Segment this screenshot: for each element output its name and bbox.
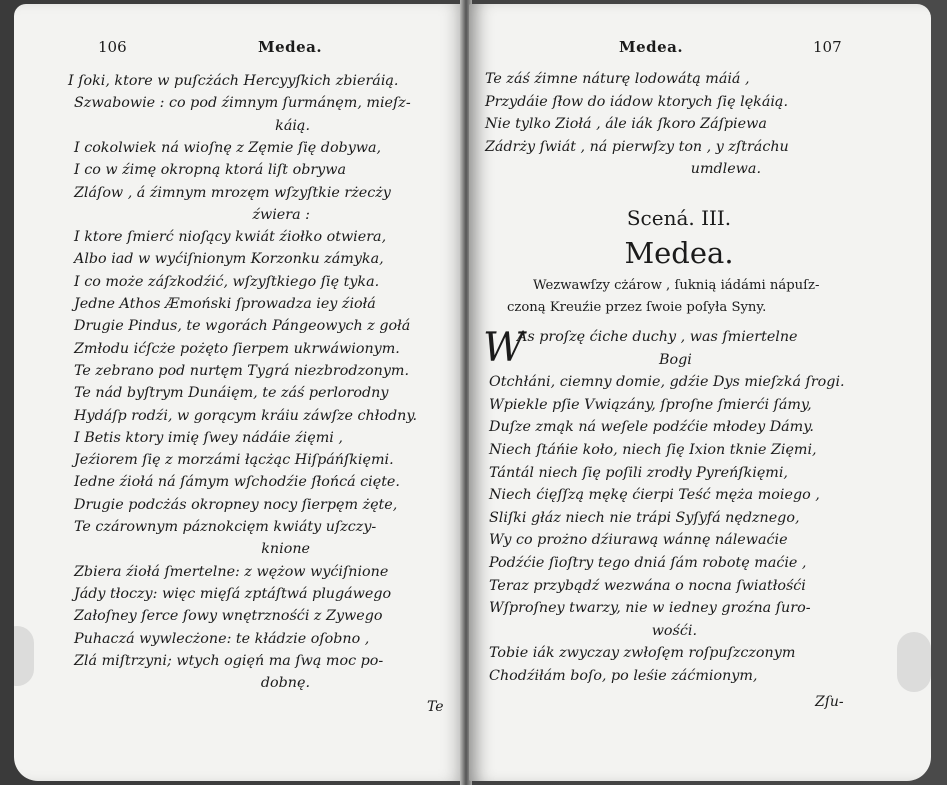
verse-line: Zlá miſtrzyni; wtych ogięń ma ſwą moc po-: [74, 652, 384, 669]
verse-line: Albo iad w wyćiſnionym Korzonku zámyka,: [74, 251, 384, 268]
verse-line: Jády tłoczy: więc mięſá zptáſtwá plugáwego: [74, 585, 392, 602]
verse-line: Szwabowie : co pod źimnym ſurmánęm, mieſz-: [74, 95, 411, 112]
verse-line: Zbiera źiołá ſmertelne: z wężow wyćiſnione: [74, 563, 389, 580]
verse-line: Wy co prożno dźiurawą wánnę nálewaćie: [489, 532, 788, 549]
left-page: [14, 4, 464, 781]
verse-line: Jedne Athos Æmoński ſprowadza iey źiołá: [74, 296, 376, 312]
catchword: Te: [427, 699, 444, 715]
right-page: [469, 4, 931, 781]
verse-line: Zádrży ſwiát , ná pierwſzy ton , y zſtráchu: [485, 138, 789, 155]
verse-line: Wſproſney twarzy, nie w iedney groźna ſuro-: [489, 600, 811, 617]
page-clip: [14, 626, 34, 686]
verse-line: Podźćie ſioſtry tego dniá ſám robotę maćie ,: [489, 555, 807, 571]
verse-line: Te zebrano pod nurtęm Tygrá niezbrodzonym.: [74, 362, 410, 379]
verse-line: Drugie podcżás okropney nocy ſierpęm żęte,: [74, 496, 398, 513]
scene-argument-line: Wezwawſzy cżárow , ſuknią iádámi nápuſz-: [533, 278, 820, 293]
verse-line: Niech ſtáńie koło, niech ſię Ixion tknie Zięmi,: [489, 442, 817, 458]
verse-line: Duſze zmąk ná weſele podźćie młodey Dámy.: [489, 419, 814, 436]
verse-line: Puhaczá wywlecżone: te kłádzie oſobno ,: [74, 630, 370, 647]
verse-line: Sliſki głáz niech nie trápi Syſyfá nędznego,: [489, 509, 800, 526]
verse-line: I ſoki, ktore w puſcżách Hercyyſkich zbieráią.: [68, 73, 399, 89]
verse-line: knione: [261, 541, 310, 558]
verse-line: Wpiekle pſie Vwiązány, ſproſne ſmierći ſámy,: [489, 396, 812, 413]
verse-line: źwiera :: [252, 206, 310, 223]
verse-line: I Betis ktory imię ſwey nádáie źięmi ,: [74, 429, 343, 446]
verse-line: Drugie Pindus, te wgorách Pángeowych z gołá: [74, 318, 411, 335]
verse-line: Załoſney ſerce ſowy wnętrznośći z Zywego: [74, 608, 383, 625]
verse-line: Te czárownym páznokcięm kwiáty uſzczy-: [74, 519, 377, 535]
verse-line: dobnę.: [260, 675, 310, 692]
verse-line: I co może záſzkodźić, wſzyſtkiego ſię tyka.: [74, 273, 380, 290]
page-clip: [897, 632, 931, 692]
verse-line: As proſzę ćiche duchy , was ſmiertelne: [517, 329, 798, 345]
verse-line: I ktore ſmierć nioſący kwiát źiołko otwiera,: [74, 229, 387, 246]
verse-line: Nie tylko Ziołá , ále iák ſkoro Záſpiewa: [485, 116, 767, 132]
verse-line: Zmłodu ićſcże pożęto ſierpem ukrwáwionym.: [74, 340, 400, 357]
verse-line: wośći.: [651, 622, 697, 639]
speaker-heading: Medea.: [624, 236, 734, 270]
running-head: Medea.: [258, 38, 323, 56]
verse-line: Niech ćięſſzą mękę ćierpi Teść męża moiego ,: [489, 487, 820, 504]
verse-line: Teraz przybądź wezwána o nocna ſwiatłośći: [489, 577, 806, 594]
verse-line: Otchłáni, ciemny domie, gdźie Dys mieſzká ſrogi.: [489, 374, 845, 391]
verse-line: I cokolwiek ná wioſnę z Zęmie ſię dobywa,: [74, 139, 382, 156]
page-number: 106: [98, 38, 127, 56]
scene-argument-line: czoną Kreuźie przez ſwoie poſyła Syny.: [507, 300, 767, 315]
verse-line: Te nád byſtrym Dunáięm, te záś perlorodny: [74, 385, 389, 402]
verse-line: Iedne źiołá ná ſámym wſchodźie ſłońcá cięte.: [74, 474, 400, 491]
verse-line: Bogi: [659, 351, 692, 368]
page-number: 107: [813, 38, 842, 56]
verse-line: Te záś źimne náturę lodowátą máiá ,: [485, 71, 750, 87]
verse-line: Jeźiorem ſię z morzámi łącżąc Hiſpáńſkięmi.: [74, 452, 394, 469]
verse-line: I co w źimę okropną ktorá liſt obrywa: [74, 162, 347, 179]
verse-line: káią.: [275, 117, 310, 134]
drop-cap: W: [483, 325, 525, 371]
verse-line: Hydáſp rodźi, w gorącym kráiu záwſze chłodny.: [74, 407, 418, 424]
verse-line: Tobie iák zwyczay zwłoſęm roſpuſzczonym: [489, 645, 796, 662]
verse-line: umdlewa.: [690, 161, 761, 177]
scene-heading: Scená. III.: [626, 206, 732, 230]
verse-line: Chodźiłám boſo, po leśie záćmionym,: [489, 668, 758, 684]
verse-line: Przydáie ſłow do iádow ktorych ſię lękáią.: [485, 93, 788, 110]
verse-line: Tántál niech ſię poſili zrodły Pyreńſkięmi,: [489, 464, 788, 481]
catchword: Zſu-: [815, 694, 844, 710]
running-head: Medea.: [619, 38, 684, 56]
verse-line: Zláſow , á źimnym mrozęm wſzyſtkie rżecży: [74, 184, 391, 201]
